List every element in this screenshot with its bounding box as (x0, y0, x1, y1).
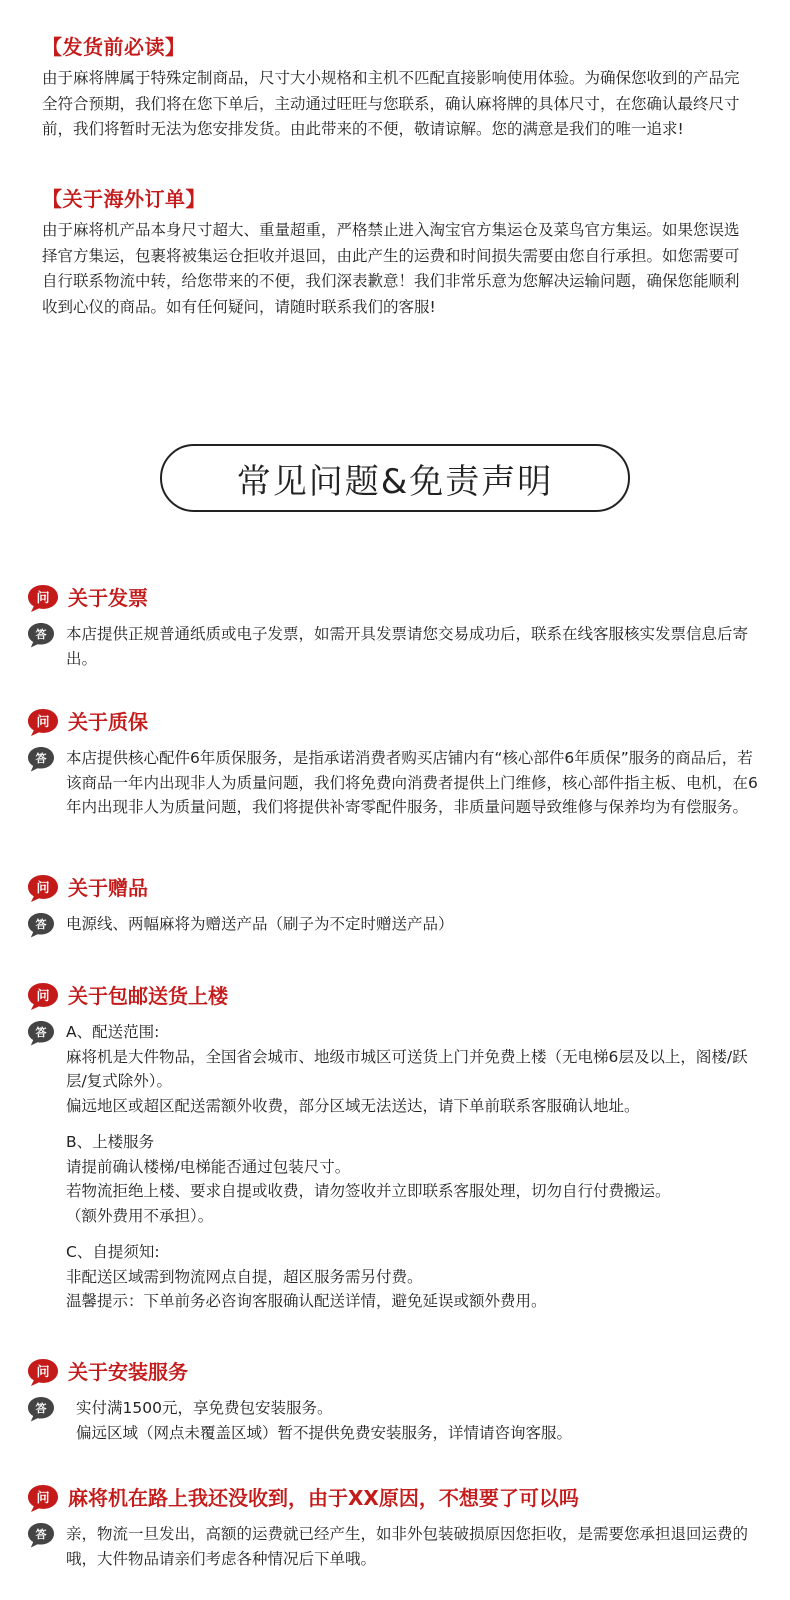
answer-line: 麻将机是大件物品，全国省会城市、地级市城区可送货上门并免费上楼（无电梯6层及以上，阁楼/跃层/复式除外）。 (66, 1047, 748, 1090)
answer-row (26, 1522, 766, 1571)
answer-icon (26, 1521, 56, 1549)
answer-line: 非配送区域需到物流网点自提，超区服务需另付费。 (66, 1267, 423, 1286)
question-row (26, 1482, 766, 1514)
question-text: 关于质保 (68, 710, 148, 734)
notice-shipping (42, 34, 748, 143)
answer-line: 若物流拒绝上楼、要求自提或收费，请勿签收并立即联系客服处理，切勿自行付费搬运。 (66, 1182, 671, 1200)
answer-line: 本店提供正规普通纸质或电子发票，如需开具发票请您交易成功后，联系在线客服核实发票信息后寄出。 (66, 625, 749, 668)
faq-cancel-in-transit (26, 1482, 766, 1571)
question-icon (26, 1483, 60, 1513)
answer-line: 偏远地区或超区配送需额外收费，部分区域无法送达，请下单前联系客服确认地址。 (66, 1096, 640, 1115)
answer-row (26, 746, 766, 820)
answer-line: 请提前确认楼梯/电梯能否通过包装尺寸。 (66, 1157, 351, 1176)
answer-line: A、配送范围: (66, 1023, 160, 1041)
question-icon-label: 问 (36, 715, 50, 730)
notice-overseas-title: 【关于海外订单】 (42, 187, 206, 211)
notice-shipping-title: 【发货前必读】 (42, 35, 186, 59)
question-text: 关于赠品 (68, 876, 148, 900)
answer-line: （额外费用不承担）。 (66, 1206, 214, 1225)
faq-installation (26, 1356, 766, 1445)
notice-shipping-body: 由于麻将牌属于特殊定制商品，尺寸大小规格和主机不匹配直接影响使用体验。为确保您收到的产品完全符合预期，我们将在您下单后，主动通过旺旺与您联系，确认麻将牌的具体尺寸，在您确认最终尺寸前，我们将暂时无法为您安排发货。由此带来的不便，敬请谅解。您的满意是我们的唯一追求! (42, 69, 740, 138)
answer-icon (26, 1395, 56, 1423)
faq-invoice (26, 582, 766, 671)
question-text: 麻将机在路上我还没收到，由于XX原因，不想要了可以吗 (68, 1486, 579, 1510)
answer-line: 本店提供核心配件6年质保服务，是指承诺消费者购买店铺内有“核心部件6年质保”服务的商品后，若该商品一年内出现非人为质量问题，我们将免费向消费者提供上门维修，核心部件指主板、电机，在6年内出现非人为质量问题，我们将提供补寄零配件服务，非质量问题导致维修与保养均为有偿服务。 (66, 749, 758, 816)
question-row (26, 582, 766, 614)
answer-icon (26, 621, 56, 649)
answer-line: 偏远区域（网点未覆盖区域）暂不提供免费安装服务，详情请咨询客服。 (76, 1423, 573, 1442)
answer-icon (26, 745, 56, 773)
answer-icon-label: 答 (35, 918, 47, 931)
answer-icon (26, 911, 56, 939)
answer-line: C、自提须知: (66, 1243, 160, 1261)
answer-row (26, 1396, 766, 1445)
answer-line: B、上楼服务 (66, 1133, 155, 1151)
answer-row (26, 912, 766, 939)
answer-text (66, 1522, 766, 1571)
question-row (26, 1356, 766, 1388)
answer-line: 实付满1500元，享免费包安装服务。 (76, 1399, 333, 1417)
question-icon-label: 问 (36, 1491, 50, 1506)
answer-text (66, 746, 766, 820)
section-title: 常见问题&免责声明 (160, 444, 630, 512)
faq-warranty (26, 706, 766, 820)
question-icon (26, 707, 60, 737)
answer-icon-label: 答 (35, 628, 47, 641)
question-row (26, 872, 766, 904)
answer-icon-label: 答 (35, 752, 47, 765)
question-icon-label: 问 (36, 1365, 50, 1380)
question-icon (26, 873, 60, 903)
notice-overseas-body: 由于麻将机产品本身尺寸超大、重量超重，严格禁止进入淘宝官方集运仓及菜鸟官方集运。如果您误选择官方集运，包裹将被集运仓拒收并退回，由此产生的运费和时间损失需要由您自行承担。如您需要可自行联系物流中转，给您带来的不便，我们深表歉意！我们非常乐意为您解决运输问题，确保您能顺利收到心仪的商品。如有任何疑问，请随时联系我们的客服! (42, 221, 740, 316)
answer-row (26, 1020, 766, 1314)
question-icon-label: 问 (36, 881, 50, 896)
question-icon (26, 1357, 60, 1387)
question-icon (26, 583, 60, 613)
answer-line: 温馨提示：下单前务必咨询客服确认配送详情，避免延误或额外费用。 (66, 1292, 547, 1310)
question-icon-label: 问 (36, 989, 50, 1004)
answer-text (66, 912, 454, 937)
answer-line: 亲，物流一旦发出，高额的运费就已经产生，如非外包装破损原因您拒收，是需要您承担退回运费的哦，大件物品请亲们考虑各种情况后下单哦。 (66, 1525, 749, 1568)
question-text: 关于发票 (68, 586, 148, 610)
answer-text (66, 1020, 766, 1314)
question-icon (26, 981, 60, 1011)
question-row (26, 706, 766, 738)
answer-icon-label: 答 (35, 1402, 47, 1415)
answer-row (26, 622, 766, 671)
question-row (26, 980, 766, 1012)
answer-icon-label: 答 (35, 1528, 47, 1541)
answer-text (66, 1396, 572, 1445)
question-text: 关于安装服务 (68, 1360, 188, 1384)
answer-line: 电源线、两幅麻将为赠送产品（刷子为不定时赠送产品） (66, 915, 454, 933)
question-text: 关于包邮送货上楼 (68, 984, 228, 1008)
faq-gifts (26, 872, 766, 939)
faq-delivery (26, 980, 766, 1314)
answer-icon-label: 答 (35, 1026, 47, 1039)
question-icon-label: 问 (36, 591, 50, 606)
answer-icon (26, 1019, 56, 1047)
notice-overseas (42, 186, 748, 320)
answer-text (66, 622, 766, 671)
